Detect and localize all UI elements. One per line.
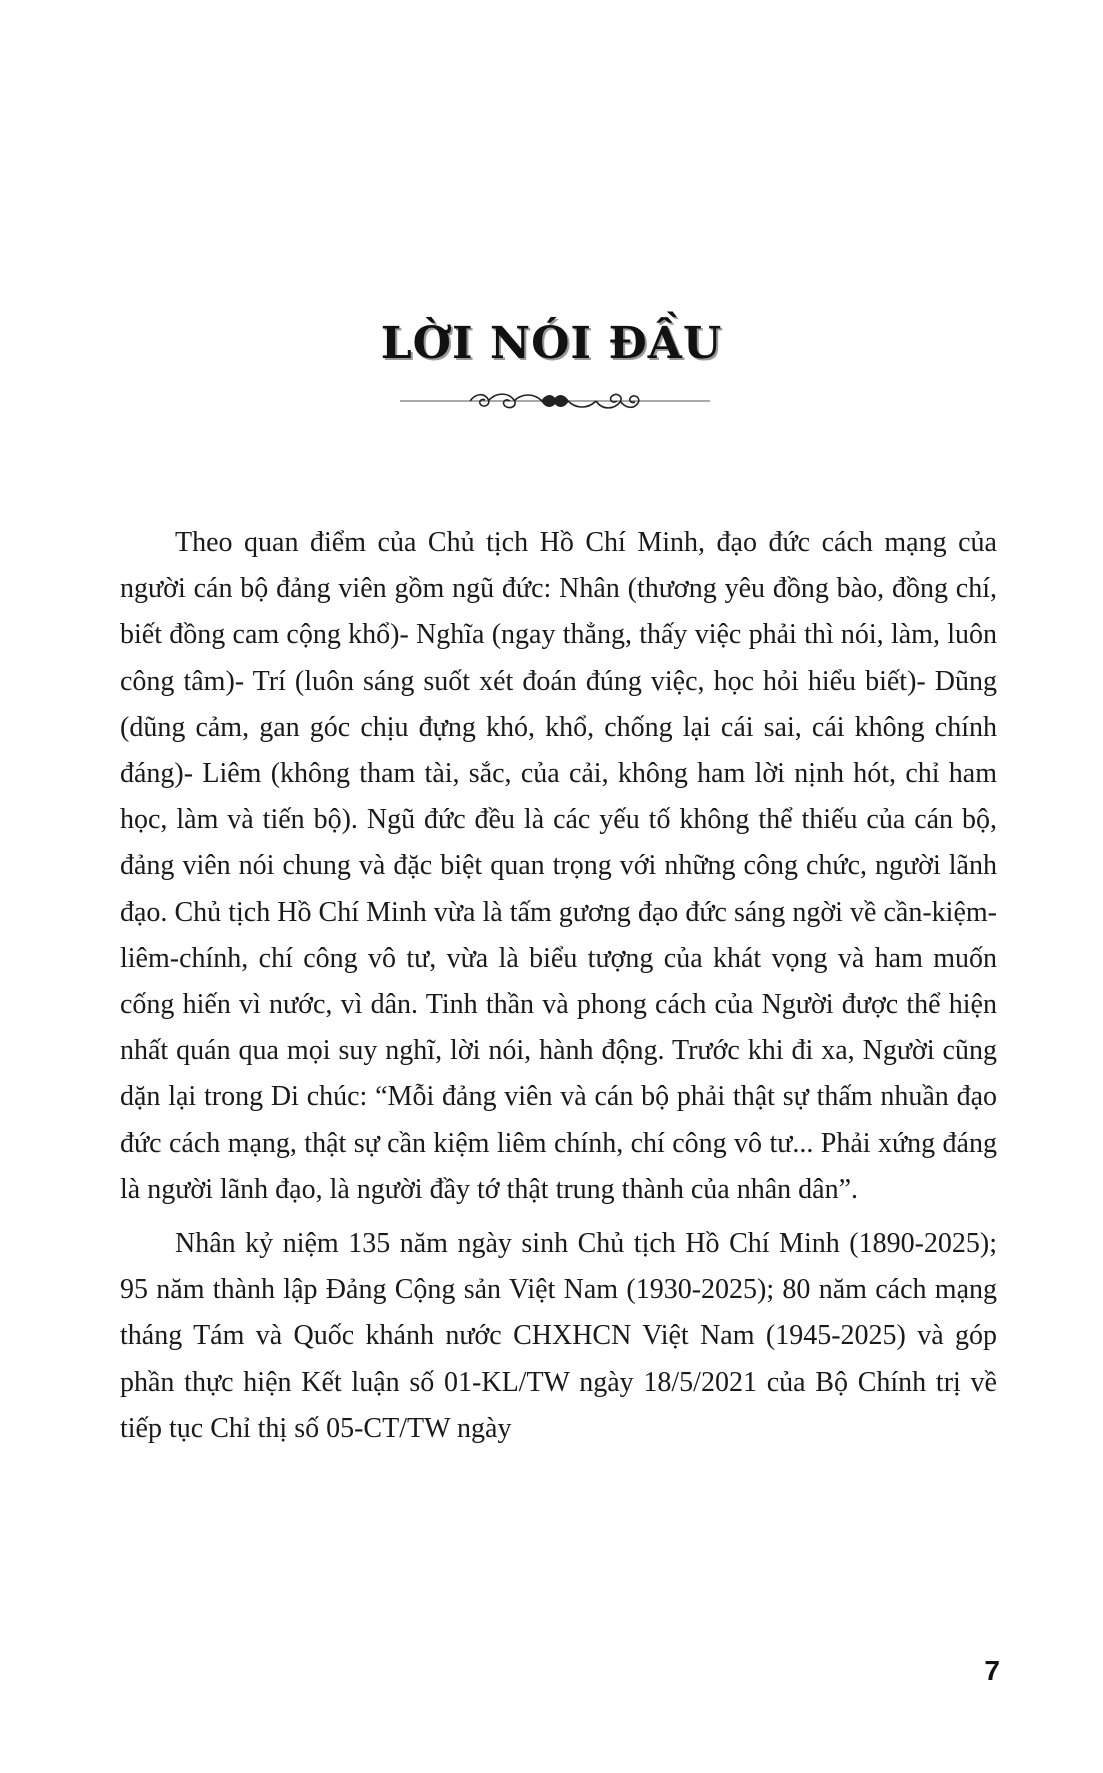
page-number: 7 (984, 1655, 1000, 1686)
page-title: LỜI NÓI ĐẦU (380, 318, 723, 369)
paragraph-2: Nhân kỷ niệm 135 năm ngày sinh Chủ tịch Hồ Chí Minh (1890-2025); 95 năm thành lập Đảng Cộng sản Việt Nam (1930-2025); 80 năm cách mạng tháng Tám và Quốc khánh nước CHXHCN Việt Nam (1945-2025) và góp phần thực hiện Kết luận số 01-KL/TW ngày 18/5/2021 của Bộ Chính trị về tiếp tục Chỉ thị số 05-CT/TW ngày (120, 1228, 997, 1444)
body-text (120, 520, 997, 1460)
paragraph-1: Theo quan điểm của Chủ tịch Hồ Chí Minh, đạo đức cách mạng của người cán bộ đảng viên gồm ngũ đức: Nhân (thương yêu đồng bào, đồng chí, biết đồng cam cộng khổ)- Nghĩa (ngay thẳng, thấy việc phải thì nói, làm, luôn công tâm)- Trí (luôn sáng suốt xét đoán đúng việc, học hỏi hiểu biết)- Dũng (dũng cảm, gan góc chịu đựng khó, khổ, chống lại cái sai, cái không chính đáng)- Liêm (không tham tài, sắc, của cải, không ham lời nịnh hót, chỉ ham học, làm và tiến bộ). Ngũ đức đều là các yếu tố không thể thiếu của cán bộ, đảng viên nói chung và đặc biệt quan trọng với những công chức, người lãnh đạo. Chủ tịch Hồ Chí Minh vừa là tấm gương đạo đức sáng ngời về cần-kiệm-liêm-chính, chí công vô tư, vừa là biểu tượng của khát vọng và ham muốn cống hiến vì nước, vì dân. Tinh thần và phong cách của Người được thể hiện nhất quán qua mọi suy nghĩ, lời nói, hành động. Trước khi đi xa, Người cũng dặn lại trong Di chúc: “Mỗi đảng viên và cán bộ phải thật sự thấm nhuần đạo đức cách mạng, thật sự cần kiệm liêm chính, chí công vô tư... Phải xứng đáng là người lãnh đạo, là người đầy tớ thật trung thành của nhân dân”. (120, 527, 997, 1205)
decorative-divider-icon (400, 386, 710, 416)
